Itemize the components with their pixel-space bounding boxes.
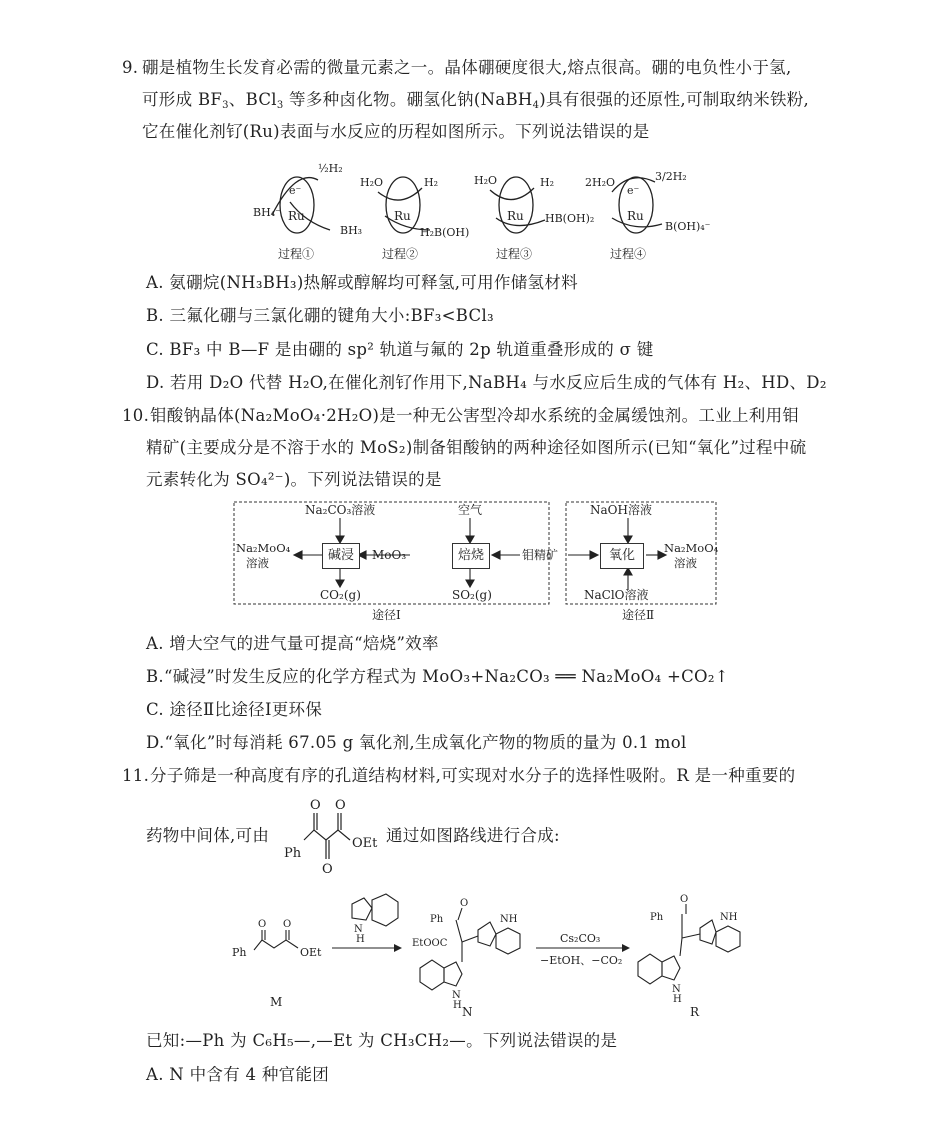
moo3-label: MoO₃ [372,548,407,562]
q11-number: 11. [122,766,150,785]
q9-stem-line2 [142,89,809,111]
q9-stem-line2-a: 可形成 BF [142,90,223,109]
q10-stem-line1: 钼酸钠晶体(Na₂MoO₄·2H₂O)是一种无公害型冷却水系统的金属缓蚀剂。工业上利用钼 [150,406,800,425]
m-o-1: O [258,919,267,930]
n-ph: Ph [430,914,444,925]
q11-synthesis-route [0,890,950,1020]
q9-sub3b: 3 [276,100,284,111]
bh4: BH₄⁻ [253,206,281,219]
q10-option-a: A. 增大空气的进气量可提高“焙烧”效率 [146,634,439,653]
q9-stem-line1: 硼是植物生长发育必需的微量元素之一。晶体硼硬度很大,熔点很高。硼的电负性小于氢, [142,58,792,77]
ru-2: Ru [394,209,411,223]
route2-label: 途径Ⅱ [622,608,655,622]
roast-box: 焙烧 [452,543,490,569]
n-o: O [460,898,469,909]
o-top-1: O [310,798,321,813]
h2-2: H₂ [424,176,439,189]
ru-4: Ru [627,209,644,223]
q9-number: 9. [122,58,139,77]
na2moo4-label-1: Na₂MoO₄ [236,541,291,555]
q9-stem-line2-d: )具有很强的还原性,可制取纳米铁粉, [539,90,810,109]
step-3: 过程③ [496,247,533,261]
three-half-h2: 3/2H₂ [655,170,687,183]
q10-stem-line2: 精矿(主要成分是不溶于水的 MoS₂)制备钼酸钠的两种途径如图所示(已知“氧化”过程中硫 [146,438,807,457]
q9-sub3a: 3 [222,100,229,111]
solution-label-1: 溶液 [246,556,269,570]
naclo-label: NaClO溶液 [584,588,649,602]
q11-stem-line2-b: 通过如图路线进行合成: [386,826,560,845]
q9-option-b: B. 三氟化硼与三氯化硼的键角大小:BF₃<BCl₃ [146,306,494,325]
bh3: BH₃ [340,224,363,237]
so2-label: SO₂(g) [452,588,492,602]
q9-mechanism-diagram [0,150,950,270]
label-n: N [462,1005,473,1019]
q11-option-a: A. N 中含有 4 种官能团 [146,1065,330,1084]
q9-option-c: C. BF₃ 中 B—F 是由硼的 sp² 轨道与氟的 2p 轨道重叠形成的 σ 键 [146,340,654,359]
n-h-bottom: H [453,1000,462,1011]
conditions: −EtOH、−CO₂ [540,954,623,967]
q9-option-a: A. 氨硼烷(NH₃BH₃)热解或醇解均可释氢,可用作储氢材料 [146,273,578,292]
ph-label: Ph [284,846,302,861]
r-ph: Ph [650,912,664,923]
indole-h: H [356,934,365,945]
n-nh-top: NH [500,914,518,925]
ore-label: 钼精矿 [522,548,559,562]
r-h-bottom: H [673,994,682,1005]
q9-option-d: D. 若用 D₂O 代替 H₂O,在催化剂钌作用下,NaBH₄ 与水反应后生成的气体有 H₂、HD、D₂ [146,373,827,392]
oet-label: OEt [352,836,378,851]
naoh-label: NaOH溶液 [590,503,652,517]
solution-label-2: 溶液 [674,556,697,570]
q9-sub4: 4 [532,100,540,111]
route1-label: 途径Ⅰ [372,608,401,622]
m-o-2: O [283,919,292,930]
ru-ellipse-2 [386,177,420,233]
q10-option-d: D.“氧化”时每消耗 67.05 g 氧化剂,生成氧化产物的物质的量为 0.1 mol [146,733,687,752]
label-r: R [690,1005,700,1019]
o-top-2: O [335,798,346,813]
n-n-bottom: N [452,990,461,1001]
h2-3: H₂ [540,176,555,189]
o-bottom: O [322,862,333,877]
r-o: O [680,894,689,905]
half-h2: ½H₂ [318,162,343,175]
step-4: 过程④ [610,247,647,261]
step-1: 过程① [278,247,315,261]
q9-stem-line2-c: 等多种卤化物。硼氢化钠(NaBH [283,90,533,109]
leach-box: 碱浸 [322,543,360,569]
n-etooc: EtOOC [412,938,448,949]
cs2co3: Cs₂CO₃ [560,932,601,945]
electron-4: e⁻ [627,184,640,197]
arc-3 [490,188,534,200]
hboh2: HB(OH)₂ [545,212,595,225]
two-h2o: 2H₂O [585,176,616,189]
q9-stem-line3: 它在催化剂钌(Ru)表面与水反应的历程如图所示。下列说法错误的是 [142,122,650,141]
q11-inline-structure [282,795,402,875]
boh4: B(OH)₄⁻ [665,220,711,233]
ru-1: Ru [288,209,305,223]
step-2: 过程② [382,247,419,261]
arc-2 [378,188,422,200]
na2moo4-label-2: Na₂MoO₄ [664,541,719,555]
r-n-bottom: N [672,984,681,995]
na2co3-label: Na₂CO₃溶液 [305,503,376,517]
h2o-3: H₂O [474,174,498,187]
ru-3: Ru [507,209,524,223]
m-ph: Ph [232,946,247,959]
q11-stem-line2-a: 药物中间体,可由 [146,826,270,845]
m-oet: OEt [300,946,322,959]
air-label: 空气 [458,503,483,517]
q10-option-c: C. 途径Ⅱ比途径Ⅰ更环保 [146,700,323,719]
q11-stem-line1: 分子筛是一种高度有序的孔道结构材料,可实现对水分子的选择性吸附。R 是一种重要的 [150,766,796,785]
q9-stem-line2-b: 、BCl [228,90,277,109]
q10-number: 10. [122,406,150,425]
r-nh-top: NH [720,912,738,923]
q10-option-b: B.“碱浸”时发生反应的化学方程式为 MoO₃+Na₂CO₃ ══ Na₂MoO₄ +CO₂↑ [146,667,729,686]
h2boh: H₂B(OH) [420,226,470,239]
electron-1: e⁻ [289,184,302,197]
q10-stem-line3: 元素转化为 SO₄²⁻)。下列说法错误的是 [146,470,442,489]
q11-known: 已知:—Ph 为 C₆H₅—,—Et 为 CH₃CH₂—。下列说法错误的是 [146,1031,618,1050]
oxidize-box: 氧化 [600,543,644,569]
h2o-2: H₂O [360,176,384,189]
label-m: M [270,995,283,1009]
co2-label: CO₂(g) [320,588,361,602]
indole-n: N [354,924,363,935]
